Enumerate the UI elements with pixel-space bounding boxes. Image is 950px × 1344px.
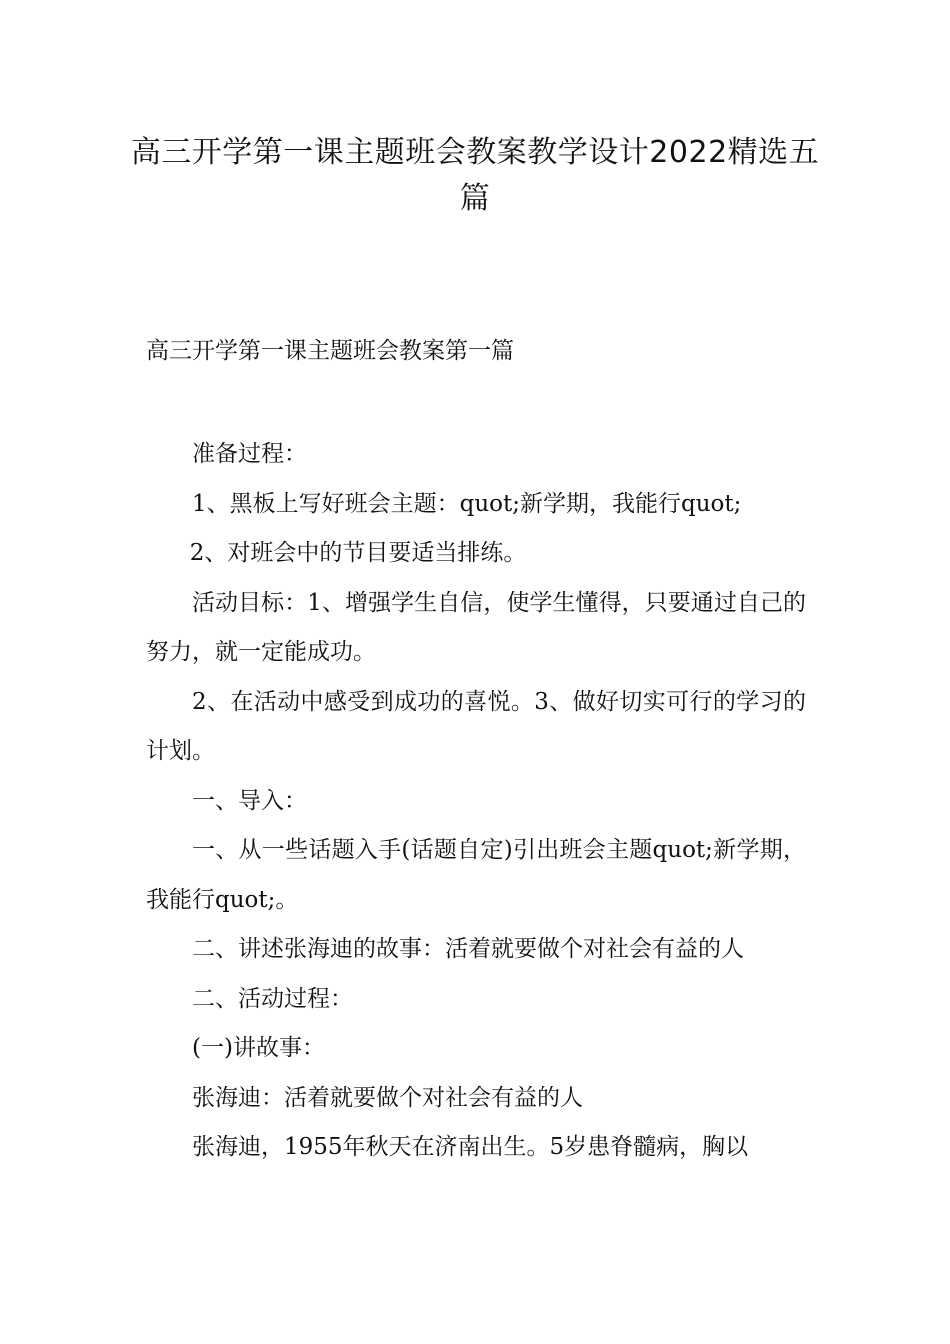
paragraph-story-title: 张海迪：活着就要做个对社会有益的人 <box>192 1084 583 1111</box>
paragraph-introduction-story: 二、讲述张海迪的故事：活着就要做个对社会有益的人 <box>192 936 744 962</box>
document-title: 高三开学第一课主题班会教案教学设计2022精选五篇 <box>130 135 820 216</box>
paragraph-activity-goals-continued: 2、在活动中感受到成功的喜悦。3、做好切实可行的学习的计划。 <box>146 688 806 764</box>
paragraph-preparation-step-2: 2、对班会中的节目要适当排练。 <box>189 540 527 566</box>
document-body <box>146 430 806 1173</box>
paragraph-activity-process-heading: 二、活动过程： <box>192 985 353 1012</box>
paragraph-preparation-step-1: 1、黑板上写好班会主题：quot;新学期，我能行quot; <box>192 490 742 517</box>
section-title: 高三开学第一课主题班会教案第一篇 <box>146 338 514 364</box>
paragraph-introduction-topic: 一、从一些话题入手(话题自定)引出班会主题quot;新学期，我能行quot;。 <box>146 837 806 913</box>
paragraph-activity-goals: 活动目标：1、增强学生自信，使学生懂得，只要通过自己的努力，就一定能成功。 <box>146 589 806 665</box>
paragraph-story-text: 张海迪，1955年秋天在济南出生。5岁患脊髓病，胸以 <box>192 1134 749 1160</box>
paragraph-storytelling-heading: (一)讲故事： <box>192 1035 325 1061</box>
paragraph-introduction-heading: 一、导入： <box>192 787 307 814</box>
paragraph-preparation-heading: 准备过程： <box>192 441 307 467</box>
